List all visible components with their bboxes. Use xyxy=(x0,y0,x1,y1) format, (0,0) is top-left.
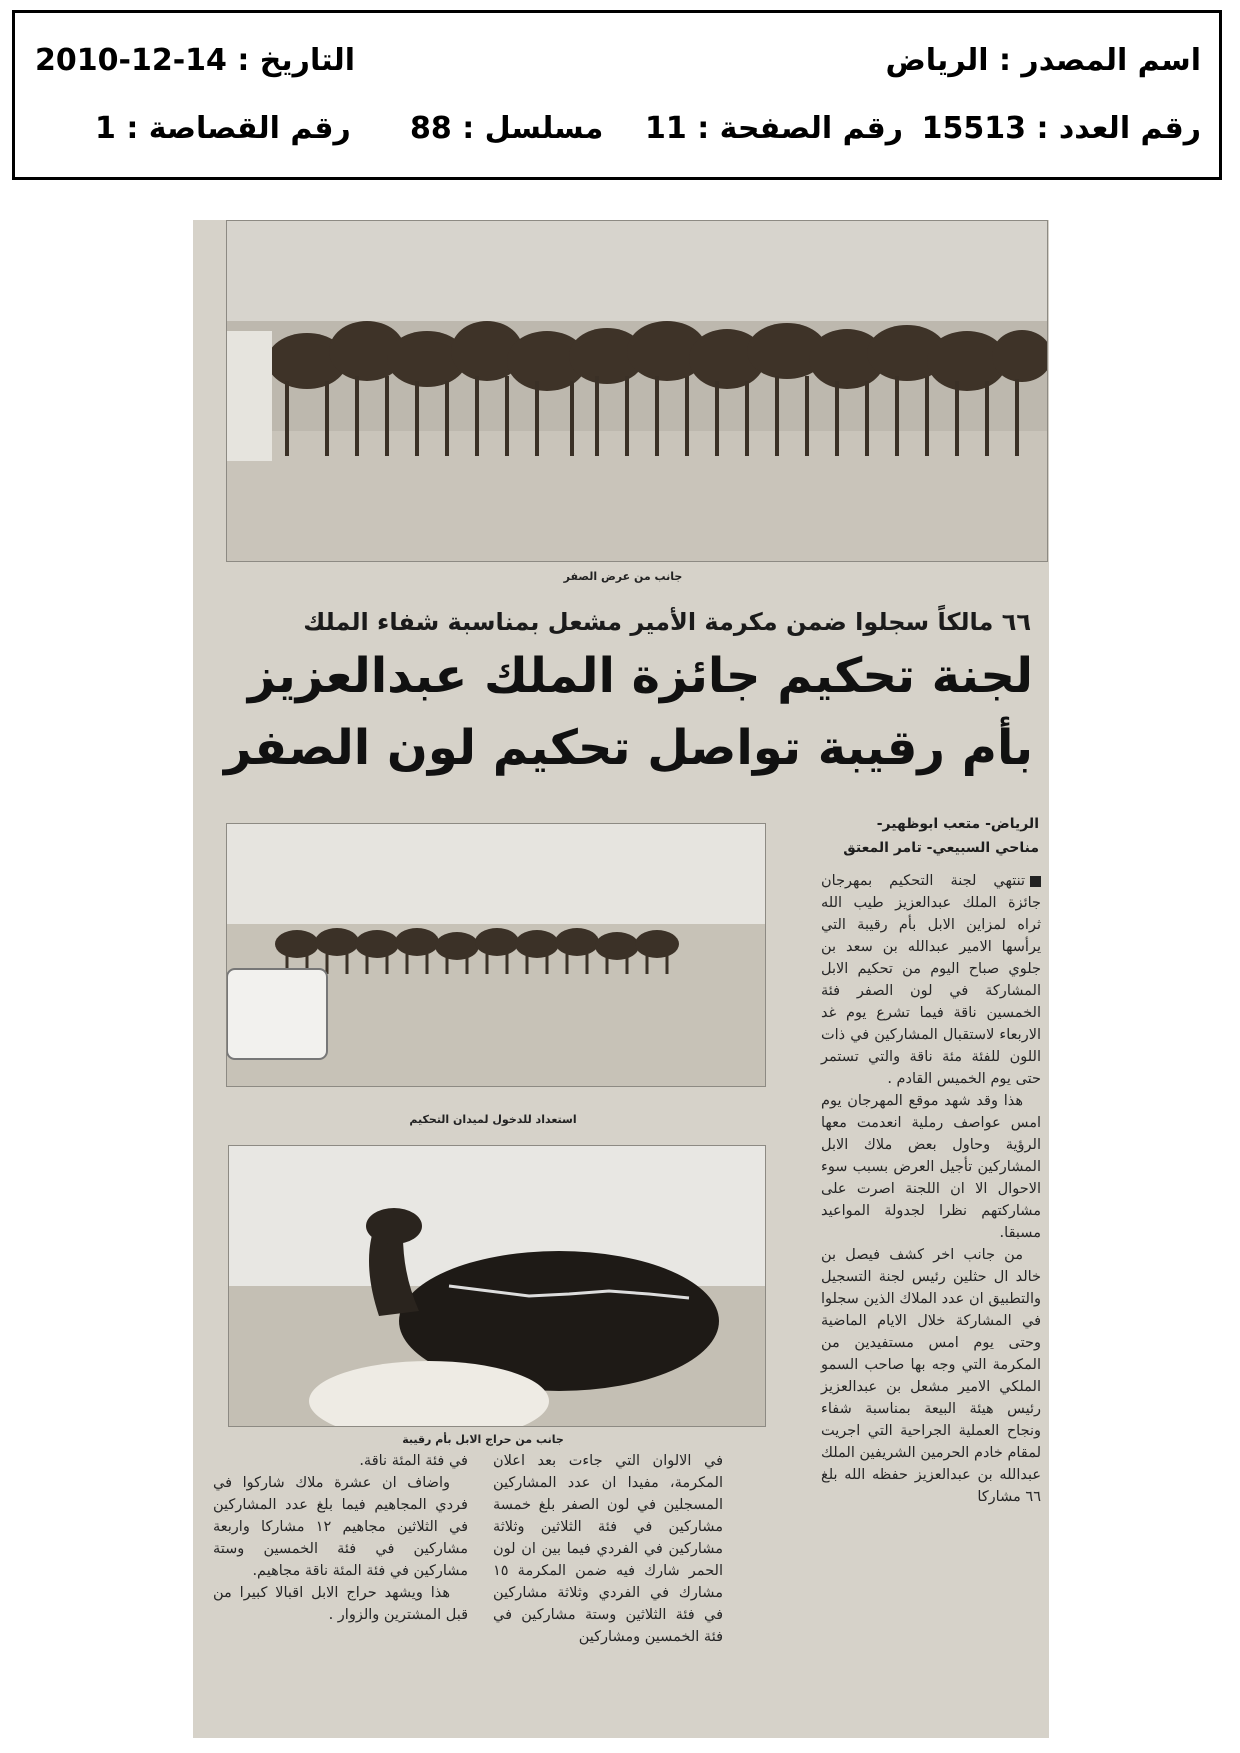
headline-line-1: لجنة تحكيم جائزة الملك عبدالعزيز xyxy=(247,648,1033,704)
byline-line-1: الرياض- متعب ابوظهير- xyxy=(876,816,1039,832)
column-right-paragraph-3: من جانب اخر كشف فيصل بن خالد ال حثلين رئيس لجنة التسجيل والتطبيق ان عدد الملاك الذين سجلوا في المشاركة خلال الايام الماضية وحتى يوم امس مستفيدين من المكرمة التي وجه بها صاحب السمو الملكي الامير مشعل بن عبدالعزيز رئيس هيئة البيعة بمناسبة شفاء ونجاح العملية الجراحية التي اجريت لمقام خادم الحرمين الشريفين الملك عبدالله بن عبدالعزيز حفظه الله بلغ ٦٦ مشاركا xyxy=(821,1247,1041,1505)
camel-market-photo xyxy=(228,1145,766,1427)
column-middle-paragraph-1: في الالوان التي جاءت بعد اعلان المكرمة، مفيدا ان عدد المشاركين المسجلين في لون الصفر بلغ خمسة مشاركين في فئة الثلاثين وثلاثة مشاركين في الفردي فيما بين ان لون الحمر شارك فيه ضمن المكرمة ١٥ مشارك في الفردي وثلاثة مشاركين في فئة الثلاثين وستة مشاركين في فئة الخمسين ومشاركين xyxy=(493,1453,723,1645)
photo2-caption: استعداد للدخول لميدان التحكيم xyxy=(409,1113,577,1126)
arena-photo xyxy=(226,823,766,1087)
column-right-paragraph-1 xyxy=(821,870,1041,1090)
column-left-paragraph-2: واضاف ان عشرة ملاك شاركوا في فردي المجاهيم فيما بلغ عدد المشاركين في الثلاثين مجاهيم ١٢ مشاركا واربعة مشاركين في فئة الخمسين وستة مشاركين في فئة المئة ناقة مجاهيم. xyxy=(213,1475,469,1579)
article-column-middle xyxy=(493,1450,723,1648)
article-kicker: ٦٦ مالكاً سجلوا ضمن مكرمة الأمير مشعل بمناسبة شفاء الملك xyxy=(303,608,1031,636)
clip-label: رقم القصاصة : 1 xyxy=(95,111,351,146)
source-label: اسم المصدر : الرياض xyxy=(885,43,1201,78)
byline-line-2: مناحي السبيعي- تامر المعتق xyxy=(843,840,1039,856)
headline-line-2: بأم رقيبة تواصل تحكيم لون الصفر xyxy=(224,720,1033,776)
metadata-box xyxy=(12,10,1222,180)
bullet-icon xyxy=(1030,876,1041,887)
photo1-caption: جانب من عرض الصفر xyxy=(563,570,683,583)
issue-label: رقم العدد : 15513 xyxy=(921,111,1201,146)
article-column-right xyxy=(821,870,1041,1508)
camel-market-illustration xyxy=(229,1146,765,1426)
date-label: التاريخ : 14-12-2010 xyxy=(35,43,356,78)
column-right-text-1: تنتهي لجنة التحكيم بمهرجان جائزة الملك عبدالعزيز طيب الله ثراه لمزاين الابل بأم رقيبة التي يرأسها الامير عبدالله بن سعد بن جلوي صباح اليوم من تحكيم الابل المشاركة في لون الصفر فئة الخمسين ناقة فيما تشرع يوم غد الاربعاء لاستقبال المشاركين في ذات اللون للفئة مئة ناقة والتي تستمر حتى يوم الخميس القادم . xyxy=(821,873,1041,1087)
article-column-left xyxy=(213,1450,468,1626)
column-left-paragraph-3: هذا ويشهد حراج الابل اقبالا كبيرا من قبل المشترين والزوار . xyxy=(213,1585,468,1623)
newspaper-clipping xyxy=(193,220,1049,1738)
camel-herd-photo xyxy=(226,220,1048,562)
serial-label: مسلسل : 88 xyxy=(410,111,604,146)
column-left-paragraph-1: في فئة المئة ناقة. xyxy=(359,1453,468,1469)
camel-herd-illustration xyxy=(227,221,1047,561)
page-label: رقم الصفحة : 11 xyxy=(645,111,904,146)
arena-illustration xyxy=(227,824,765,1086)
column-right-paragraph-2: هذا وقد شهد موقع المهرجان يوم امس عواصف رملية انعدمت معها الرؤية وحاول بعض ملاك الابل المشاركين تأجيل العرض بسبب سوء الاحوال الا ان اللجنة اصرت على مشاركتهم نظرا لجدولة المواعيد مسبقا. xyxy=(821,1093,1041,1241)
photo3-caption: جانب من حراج الابل بأم رقيبة xyxy=(402,1433,564,1446)
